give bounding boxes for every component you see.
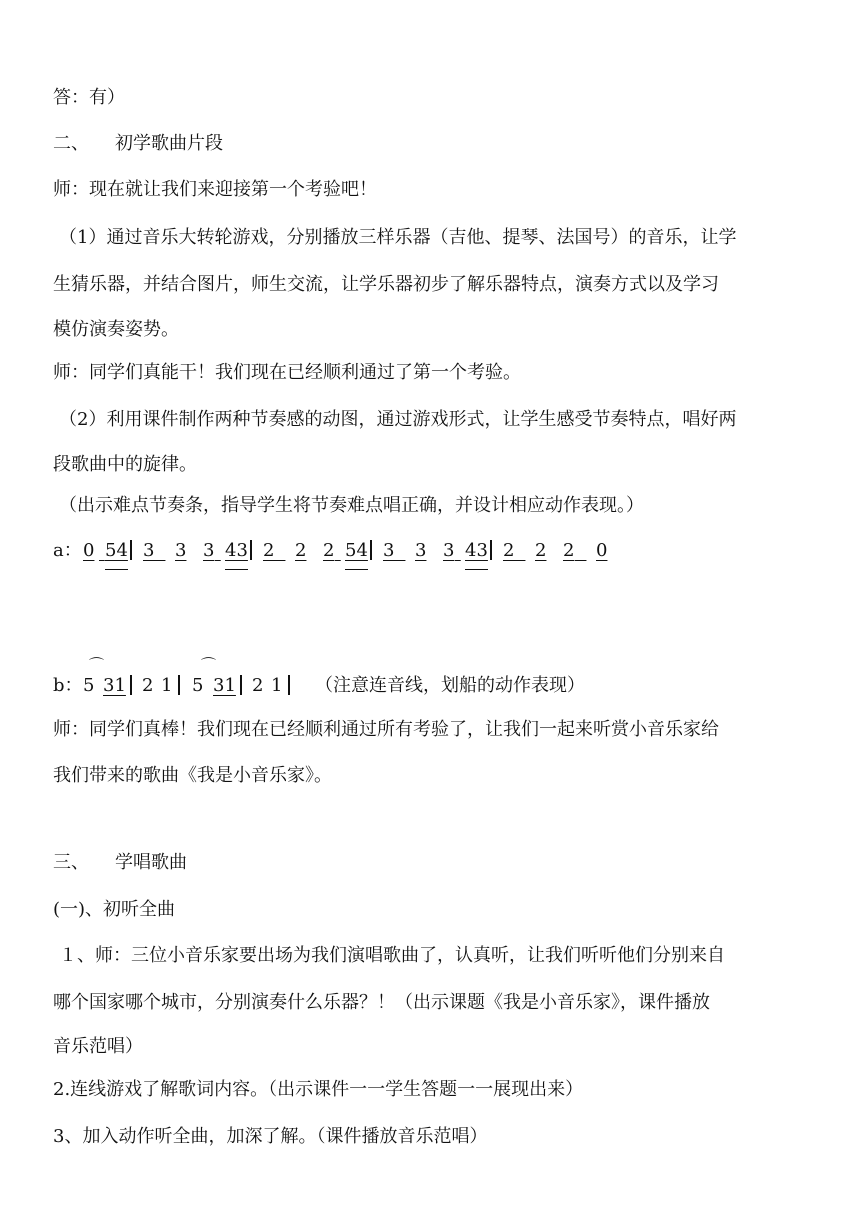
section-number: 三、 <box>53 852 89 873</box>
teacher-line-3-line-2: 我们带来的歌曲《我是小音乐家》。 <box>53 765 332 786</box>
answer-line: 答：有） <box>53 87 125 108</box>
rhythm-b-note: 1 <box>161 675 173 696</box>
barline <box>130 674 132 698</box>
rhythm-a-note: 3 <box>383 540 395 561</box>
rhythm-a-note: 3 <box>203 540 215 561</box>
rhythm-a-note: 54 <box>105 540 128 561</box>
rhythm-b-note-text: （注意连音线，划船的动作表现） <box>315 675 585 696</box>
rhythm-a <box>53 539 813 565</box>
rhythm-a-note: 2 <box>295 540 307 561</box>
rhythm-a-note-spacer <box>154 539 165 563</box>
section-heading-3 <box>53 851 187 875</box>
paragraph-2-line-2: 段歌曲中的旋律。 <box>53 454 197 475</box>
barline <box>490 539 492 563</box>
rhythm-a-note: 2 <box>563 540 575 561</box>
section-title: 学唱歌曲 <box>115 852 187 873</box>
teacher-line-3-line-1: 师：同学们真棒！我们现在已经顺利通过所有考验了，让我们一起来听赏小音乐家给 <box>53 719 719 740</box>
rhythm-a-note: 3 <box>443 540 455 561</box>
barline <box>370 539 372 563</box>
rhythm-a-note: 3 <box>415 540 427 561</box>
tie-mark: ⌒ <box>89 656 105 674</box>
step-1-line-1: １、师：三位小音乐家要出场为我们演唱歌曲了，认真听，让我们听听他们分别来自 <box>59 945 725 966</box>
rhythm-b-note: 31 <box>213 675 236 696</box>
rhythm-a-note: 2 <box>263 540 275 561</box>
rhythm-b-label: b： <box>53 675 83 696</box>
rhythm-a-note-spacer <box>455 539 461 563</box>
barline <box>250 539 252 563</box>
section-number: 二、 <box>53 133 89 154</box>
tie-mark: ⌒ <box>201 656 217 674</box>
rhythm-a-note-spacer <box>394 539 405 563</box>
rhythm-a-note-spacer <box>215 539 221 563</box>
barline <box>130 539 132 563</box>
rhythm-a-note: 0 <box>596 540 608 561</box>
rhythm-a-note: 3 <box>143 540 155 561</box>
subheading-1: (一)、初听全曲 <box>53 899 176 920</box>
step-1-line-3: 音乐范唱） <box>53 1036 143 1057</box>
rhythm-a-note-spacer <box>575 539 586 563</box>
rhythm-a-note: 3 <box>175 540 187 561</box>
paragraph-1-line-3: 模仿演奏姿势。 <box>53 319 179 340</box>
step-2: 2.连线游戏了解歌词内容。（出示课件一一学生答题一一展现出来） <box>53 1079 584 1100</box>
rhythm-b-note: 31 <box>103 675 126 696</box>
rhythm-a-note-spacer <box>335 539 341 563</box>
section-heading-2 <box>53 132 223 156</box>
section-title: 初学歌曲片段 <box>115 133 223 154</box>
teacher-line-1: 师：现在就让我们来迎接第一个考验吧！ <box>53 179 377 200</box>
barline <box>288 674 290 698</box>
rhythm-b-note: 1 <box>271 675 283 696</box>
barline <box>178 674 180 698</box>
rhythm-a-note: 0 <box>83 540 95 561</box>
rhythm-a-note: 43 <box>465 540 488 561</box>
rhythm-b-note: 5 <box>83 675 95 696</box>
step-3: 3、加入动作听全曲，加深了解。（课件播放音乐范唱） <box>53 1126 488 1147</box>
rhythm-a-note: 43 <box>225 540 248 561</box>
rhythm-a-note: 2 <box>535 540 547 561</box>
step-1-line-2: 哪个国家哪个城市，分别演奏什么乐器？！（出示课题《我是小音乐家》，课件播放 <box>53 992 710 1013</box>
paragraph-1-line-2: 生猜乐器，并结合图片，师生交流，让学乐器初步了解乐器特点，演奏方式以及学习 <box>53 274 719 295</box>
rhythm-a-note: 2 <box>503 540 515 561</box>
paragraph-3: （出示难点节奏条，指导学生将节奏难点唱正确，并设计相应动作表现。） <box>59 495 644 516</box>
paragraph-1-line-1: （1）通过音乐大转轮游戏，分别播放三样乐器（吉他、提琴、法国号）的音乐，让学 <box>59 227 737 248</box>
rhythm-a-note-spacer <box>514 539 525 563</box>
rhythm-b <box>53 656 813 700</box>
rhythm-a-label: a： <box>53 540 82 561</box>
rhythm-b-note: 5 <box>192 675 204 696</box>
paragraph-2-line-1: （2）利用课件制作两种节奏感的动图，通过游戏形式，让学生感受节奏特点，唱好两 <box>59 409 737 430</box>
barline <box>240 674 242 698</box>
rhythm-a-note: 54 <box>345 540 368 561</box>
rhythm-a-note-spacer <box>99 539 105 563</box>
teacher-line-2: 师：同学们真能干！我们现在已经顺利通过了第一个考验。 <box>53 362 521 383</box>
rhythm-b-note: 2 <box>252 675 264 696</box>
rhythm-b-note: 2 <box>142 675 154 696</box>
rhythm-a-note: 2 <box>323 540 335 561</box>
rhythm-a-note-spacer <box>274 539 285 563</box>
